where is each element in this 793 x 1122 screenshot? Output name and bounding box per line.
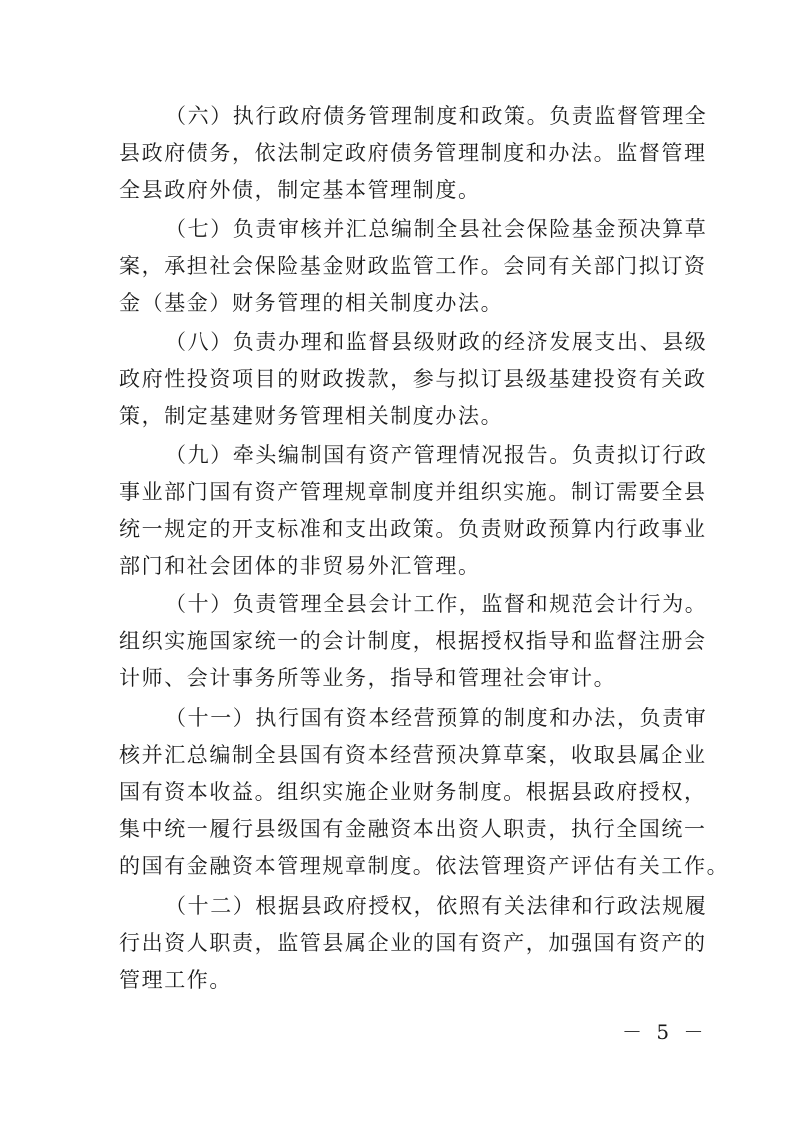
text-line: 政府性投资项目的财政拨款，参与拟订县级基建投资有关政 [119, 367, 707, 391]
text-line: 全县政府外债，制定基本管理制度。 [119, 178, 481, 202]
text-line: 组织实施国家统一的会计制度，根据授权指导和监督注册会 [119, 629, 707, 653]
text-line: （六）执行政府债务管理制度和政策。负责监督管理全 [165, 104, 708, 128]
text-line: 县政府债务，依法制定政府债务管理制度和办法。监督管理 [119, 141, 707, 165]
page-number: － 5 － [622, 1020, 708, 1044]
text-line: 的国有金融资本管理规章制度。依法管理资产评估有关工作。 [119, 854, 730, 878]
text-line: （十二）根据县政府授权，依照有关法律和行政法规履 [165, 894, 708, 918]
text-line: （九）牵头编制国有资产管理情况报告。负责拟订行政 [165, 443, 708, 467]
paragraph-6 [119, 98, 708, 209]
text-line: 国有资本收益。组织实施企业财务制度。根据县政府授权， [119, 780, 707, 804]
text-line: 统一规定的开支标准和支出政策。负责财政预算内行政事业 [119, 517, 707, 541]
text-line: 策，制定基建财务管理相关制度办法。 [119, 404, 504, 428]
text-line: 部门和社会团体的非贸易外汇管理。 [119, 554, 481, 578]
text-line: 计师、会计事务所等业务，指导和管理社会审计。 [119, 666, 617, 690]
text-line: 集中统一履行县级国有金融资本出资人职责，执行全国统一 [119, 817, 707, 841]
text-line: 金（基金）财务管理的相关制度办法。 [119, 291, 504, 315]
paragraph-9 [119, 437, 708, 585]
paragraph-12 [119, 888, 708, 999]
text-line: （十）负责管理全县会计工作，监督和规范会计行为。 [165, 592, 708, 616]
paragraph-8 [119, 324, 708, 435]
text-line: 事业部门国有资产管理规章制度并组织实施。制订需要全县 [119, 480, 707, 504]
text-line: （七）负责审核并汇总编制全县社会保险基金预决算草 [165, 217, 708, 241]
paragraph-7 [119, 211, 708, 322]
text-line: （八）负责办理和监督县级财政的经济发展支出、县级 [165, 330, 708, 354]
paragraph-10 [119, 586, 708, 697]
text-line: （十一）执行国有资本经营预算的制度和办法，负责审 [165, 706, 708, 730]
text-line: 行出资人职责，监管县属企业的国有资产，加强国有资产的 [119, 931, 707, 955]
text-line: 管理工作。 [119, 968, 232, 992]
text-line: 核并汇总编制全县国有资本经营预决算草案，收取县属企业 [119, 743, 707, 767]
paragraph-11 [119, 700, 730, 885]
text-line: 案，承担社会保险基金财政监管工作。会同有关部门拟订资 [119, 254, 707, 278]
